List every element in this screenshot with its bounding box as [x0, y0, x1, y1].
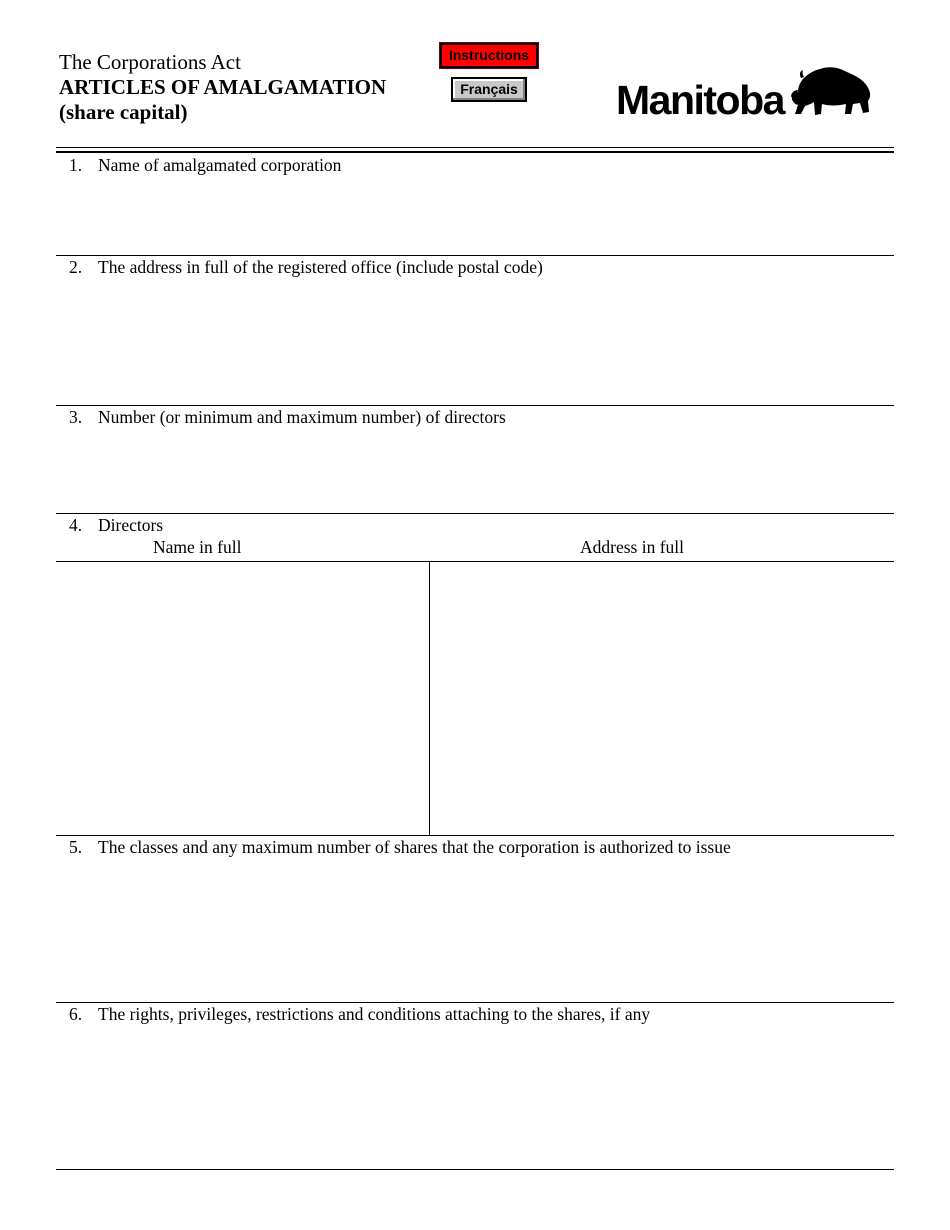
section-divider: [56, 1169, 894, 1170]
act-title: The Corporations Act: [59, 50, 241, 74]
share-rights-field[interactable]: [56, 1027, 894, 1168]
instructions-button[interactable]: Instructions: [440, 43, 538, 68]
section-title: The rights, privileges, restrictions and conditions attaching to the shares, if any: [98, 1004, 651, 1024]
directors-table-column-divider: [429, 562, 430, 835]
section-divider: [56, 405, 894, 406]
section-divider: [56, 255, 894, 256]
section-divider: [56, 1002, 894, 1003]
directors-table-header-rule: [56, 561, 894, 562]
section-title: The classes and any maximum number of shares that the corporation is authorized to issue: [98, 837, 731, 857]
form-title: ARTICLES OF AMALGAMATION: [59, 75, 387, 99]
header-rule-bottom: [56, 151, 894, 153]
manitoba-wordmark: Manitoba: [616, 77, 784, 120]
column-header-address: Address in full: [580, 537, 685, 557]
section-divider: [56, 835, 894, 836]
director-address-field[interactable]: [431, 563, 893, 834]
section-title: Name of amalgamated corporation: [98, 155, 342, 175]
section-divider: [56, 513, 894, 514]
section-number: 5.: [69, 837, 83, 857]
amalgamated-corporation-name-field[interactable]: [56, 178, 894, 254]
header-rule-top: [56, 147, 894, 148]
director-name-field[interactable]: [56, 563, 428, 834]
section-title: The address in full of the registered office (include postal code): [98, 257, 543, 277]
section-number: 2.: [69, 257, 83, 277]
section-number: 3.: [69, 407, 83, 427]
francais-button[interactable]: Français: [451, 77, 527, 102]
section-4-label: [69, 515, 163, 535]
form-subtitle: (share capital): [59, 100, 188, 124]
section-number: 6.: [69, 1004, 83, 1024]
section-6-label: [69, 1004, 650, 1024]
section-title: Directors: [98, 515, 164, 535]
manitoba-logo: [615, 64, 871, 120]
bison-icon: [791, 67, 870, 115]
number-of-directors-field[interactable]: [56, 430, 894, 512]
column-header-name: Name in full: [153, 537, 242, 557]
section-5-label: [69, 837, 731, 857]
section-1-label: [69, 155, 341, 175]
registered-office-address-field[interactable]: [56, 280, 894, 404]
share-classes-field[interactable]: [56, 860, 894, 1001]
section-number: 4.: [69, 515, 83, 535]
section-number: 1.: [69, 155, 83, 175]
section-2-label: [69, 257, 543, 277]
section-title: Number (or minimum and maximum number) of directors: [98, 407, 506, 427]
section-3-label: [69, 407, 506, 427]
